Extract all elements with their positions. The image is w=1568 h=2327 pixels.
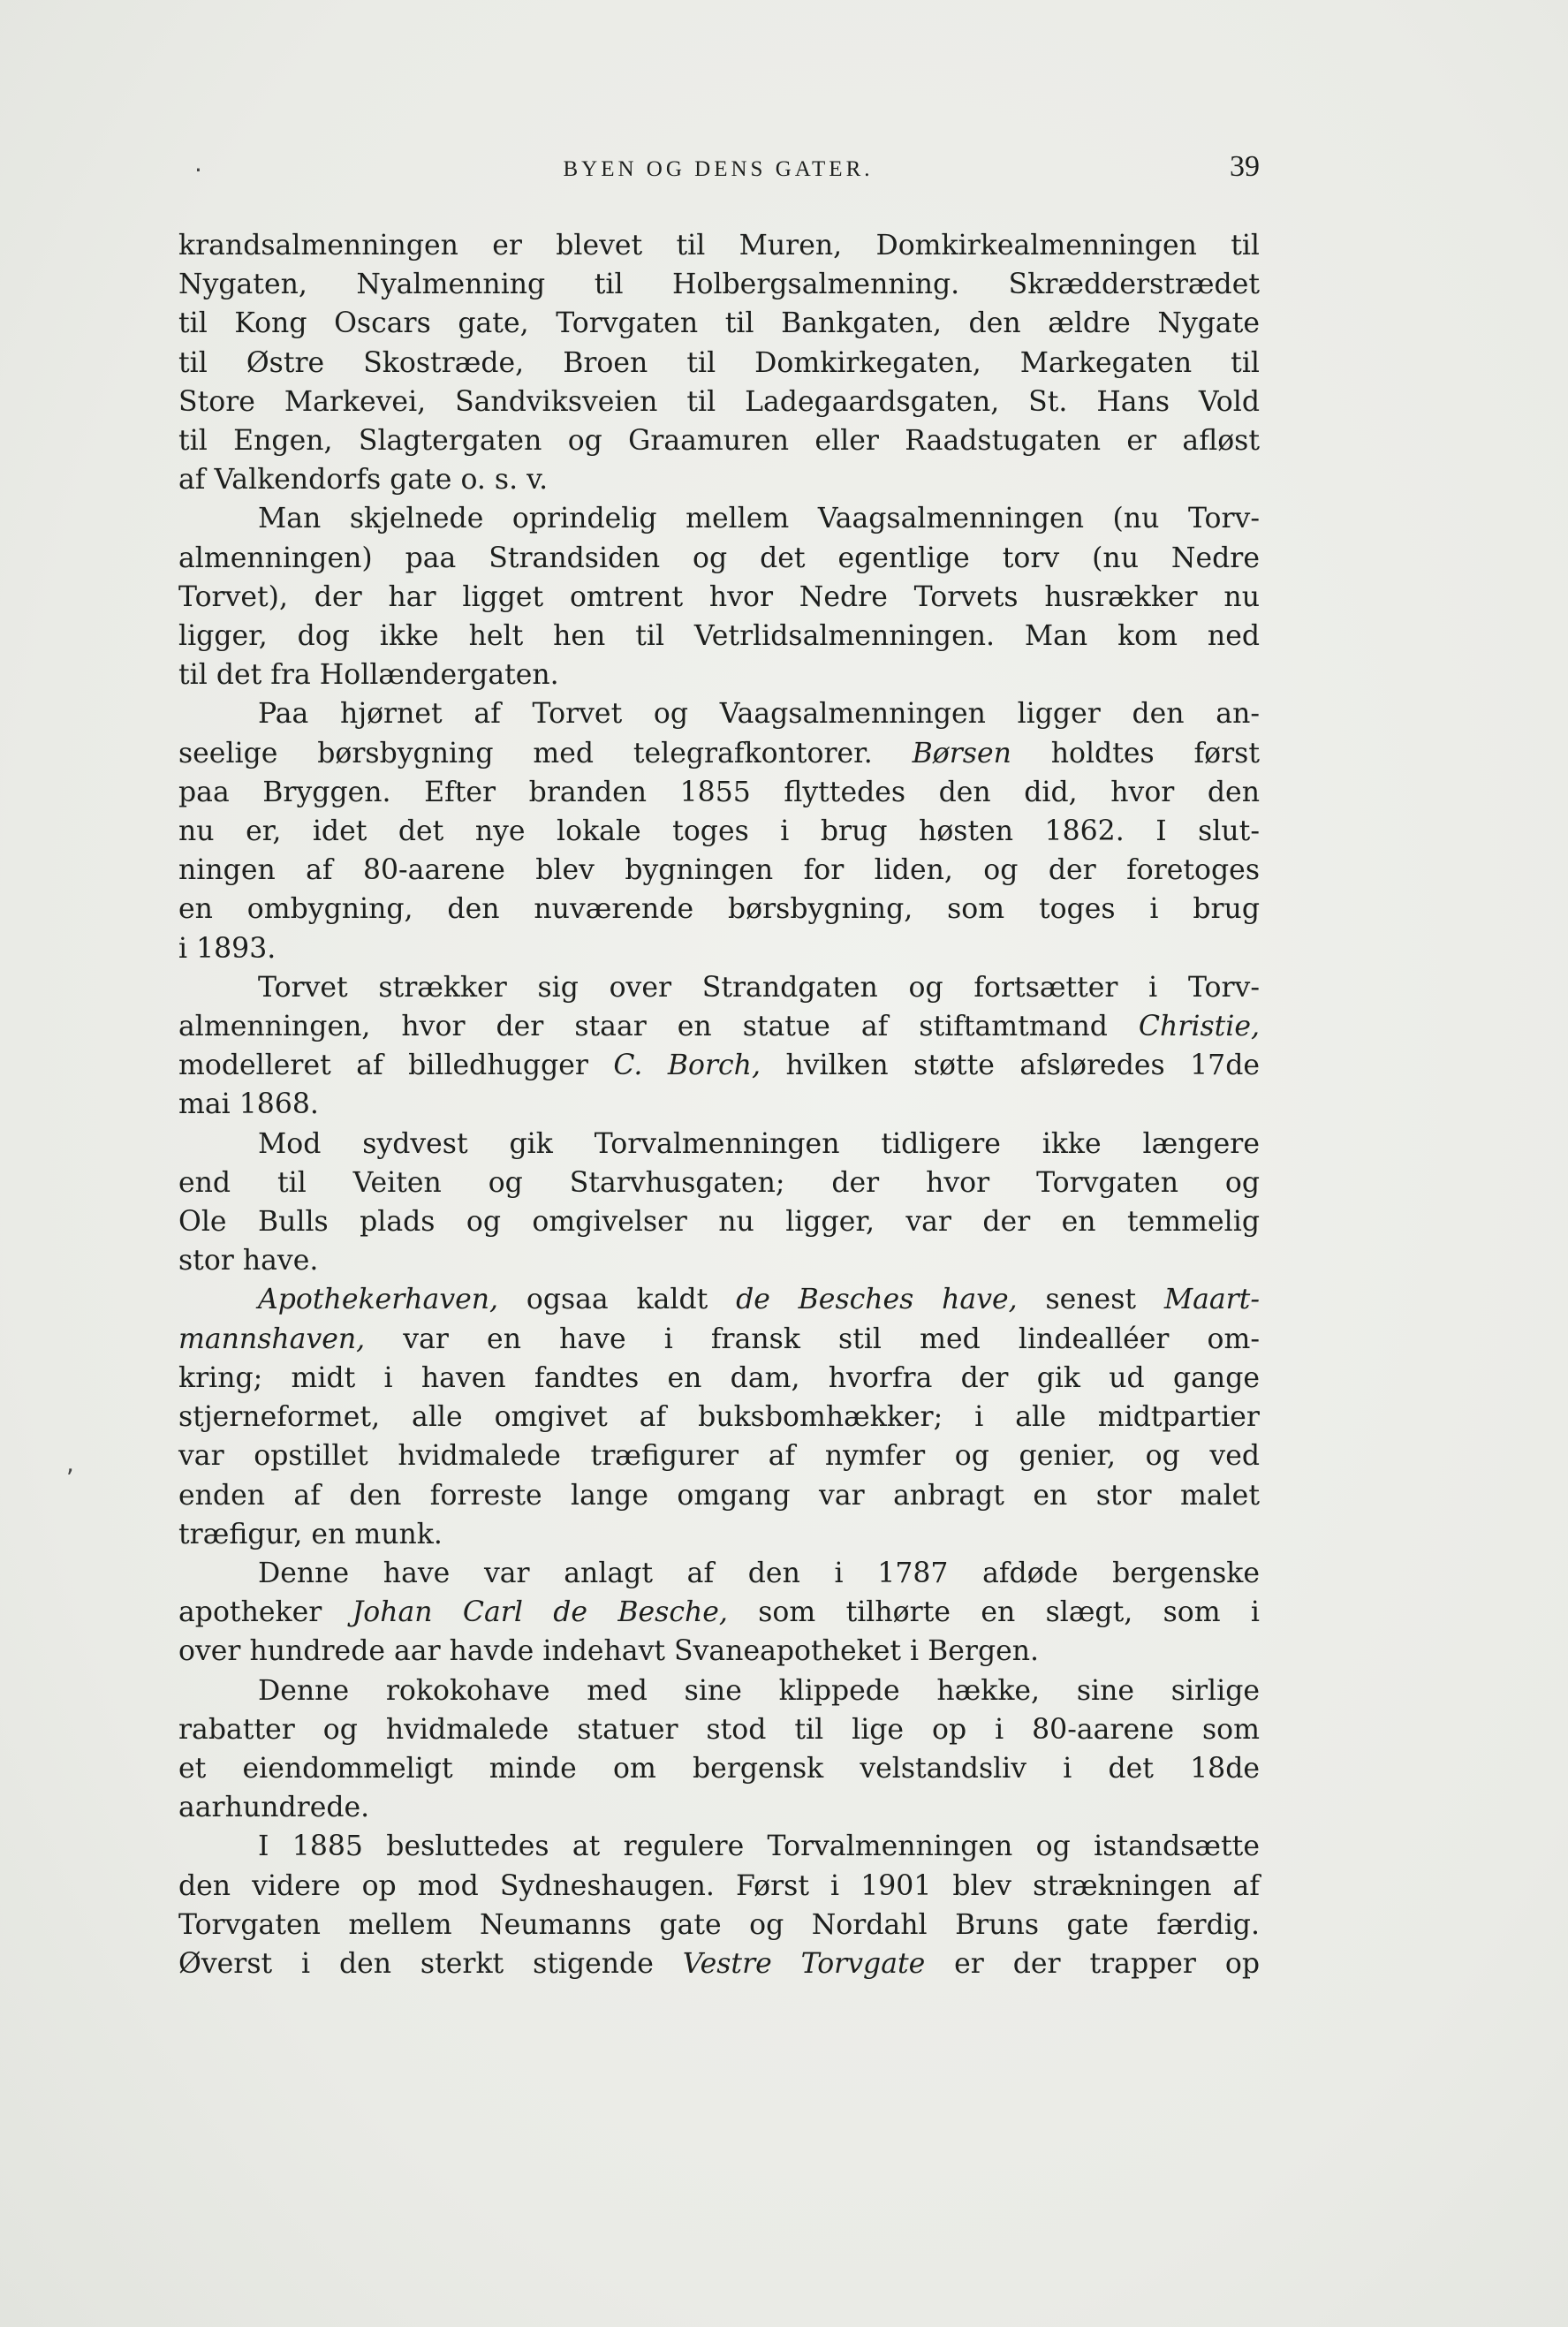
text-span: senest — [1017, 1284, 1164, 1316]
text-span: holdtes først — [1011, 737, 1260, 769]
text-span: til det fra Hollændergaten. — [178, 659, 559, 692]
text-span: et eiendommeligt minde om bergensk velstandsliv i det 18de — [178, 1752, 1260, 1785]
text-span: over hundrede aar havde indehavt Svaneapotheket i Bergen. — [178, 1635, 1040, 1668]
text-line — [178, 1671, 1260, 1710]
margin-mark: , — [66, 1449, 74, 1478]
text-span: enden af den forreste lange omgang var anbragt en stor malet — [178, 1479, 1260, 1512]
text-span: Nygaten, Nyalmenning til Holbergsalmenning. Skrædderstrædet — [178, 269, 1260, 301]
text-line — [178, 694, 1260, 733]
text-line — [178, 1125, 1260, 1164]
text-span: ningen af 80-aarene blev bygningen for liden, og der foretoges — [178, 854, 1260, 887]
text-span: I 1885 besluttedes at regulere Torvalmenningen og istandsætte — [258, 1831, 1260, 1863]
text-line — [178, 421, 1260, 460]
italic-text-span: Apothekerhaven, — [258, 1284, 499, 1316]
text-span: Mod sydvest gik Torvalmenningen tidligere ikke længere — [258, 1127, 1260, 1160]
text-line — [178, 1827, 1260, 1866]
text-span: Torvet strækker sig over Strandgaten og fortsætter i Torv- — [258, 971, 1260, 1004]
text-line — [178, 1398, 1260, 1436]
text-line — [178, 929, 1260, 968]
text-span: som tilhørte en slægt, som i — [727, 1596, 1260, 1629]
text-span: var en have i fransk stil med lindealléer om- — [365, 1323, 1260, 1355]
text-span: Torvgaten mellem Neumanns gate og Nordahl Bruns gate færdig. — [178, 1908, 1260, 1941]
text-span: Store Markevei, Sandviksveien til Ladegaardsgaten, St. Hans Vold — [178, 385, 1260, 418]
text-line — [178, 1906, 1260, 1944]
italic-text-span: Vestre Torvgate — [682, 1947, 926, 1980]
text-span: rabatter og hvidmalede statuer stod til lige op i 80-aarene som — [178, 1713, 1260, 1746]
text-line — [178, 1164, 1260, 1202]
text-line — [178, 304, 1260, 343]
text-line — [178, 265, 1260, 304]
text-line — [178, 539, 1260, 578]
text-span: krandsalmenningen er blevet til Muren, Domkirkealmenningen til — [178, 230, 1260, 262]
text-line — [178, 1593, 1260, 1632]
text-line — [178, 1554, 1260, 1593]
text-line — [178, 1241, 1260, 1280]
text-line — [178, 812, 1260, 851]
italic-text-span: Christie, — [1138, 1011, 1260, 1043]
text-line — [178, 734, 1260, 773]
text-line — [178, 1515, 1260, 1554]
body-text — [178, 226, 1260, 1983]
italic-text-span: Børsen — [912, 737, 1011, 769]
text-line — [178, 1749, 1260, 1788]
text-span: end til Veiten og Starvhusgaten; der hvor Torvgaten og — [178, 1166, 1260, 1199]
text-span: paa Bryggen. Efter branden 1855 flyttedes den did, hvor den — [178, 776, 1260, 808]
text-span: almenningen) paa Strandsiden og det egentlige torv (nu Nedre — [178, 542, 1260, 574]
text-line — [178, 1085, 1260, 1124]
text-span: den videre op mod Sydneshaugen. Først i 1901 blev strækningen af — [178, 1869, 1260, 1902]
text-line — [178, 1632, 1260, 1671]
text-line — [178, 656, 1260, 694]
text-span: modelleret af billedhugger — [178, 1050, 614, 1082]
text-span: mai 1868. — [178, 1088, 319, 1121]
text-line — [178, 773, 1260, 812]
text-line — [178, 851, 1260, 890]
page-header — [177, 150, 1260, 196]
text-span: apotheker — [178, 1596, 352, 1629]
stray-dot: · — [194, 155, 202, 185]
page-number: 39 — [1230, 150, 1260, 183]
text-span: stor have. — [178, 1245, 319, 1277]
text-span: hvilken støtte afsløredes 17de — [760, 1050, 1261, 1082]
text-span: af Valkendorfs gate o. s. v. — [178, 464, 549, 496]
text-span: almenningen, hvor der staar en statue af stiftamtmand — [178, 1011, 1139, 1043]
text-span: Ole Bulls plads og omgivelser nu ligger, var der en temmelig — [178, 1206, 1260, 1239]
text-line — [178, 1944, 1260, 1983]
text-line — [178, 383, 1260, 421]
text-span: er der trapper op — [925, 1947, 1260, 1980]
text-line — [178, 344, 1260, 383]
text-span: nu er, idet det nye lokale toges i brug høsten 1862. I slut- — [178, 815, 1260, 848]
text-span: til Engen, Slagtergaten og Graamuren eller Raadstugaten er afløst — [178, 425, 1260, 458]
text-line — [178, 1320, 1260, 1359]
text-span: Torvet), der har ligget omtrent hvor Nedre Torvets husrækker nu — [178, 580, 1260, 613]
text-span: seelige børsbygning med telegrafkontorer. — [178, 737, 913, 769]
text-span: Øverst i den sterkt stigende — [178, 1947, 683, 1980]
text-line — [178, 578, 1260, 617]
text-line — [178, 1476, 1260, 1515]
text-line — [178, 968, 1260, 1007]
text-line — [178, 890, 1260, 929]
text-line — [178, 617, 1260, 656]
text-line — [178, 1710, 1260, 1749]
text-span: stjerneformet, alle omgivet af buksbomhækker; i alle midtpartier — [178, 1401, 1260, 1434]
italic-text-span: mannshaven, — [178, 1323, 366, 1355]
italic-text-span: Maart- — [1163, 1284, 1260, 1316]
text-span: Paa hjørnet af Torvet og Vaagsalmenningen ligger den an- — [258, 698, 1260, 731]
text-line — [178, 499, 1260, 538]
text-span: ligger, dog ikke helt hen til Vetrlidsalmenningen. Man kom ned — [178, 620, 1260, 653]
text-line — [178, 226, 1260, 265]
text-span: træfigur, en munk. — [178, 1518, 443, 1550]
italic-text-span: C. Borch, — [613, 1050, 761, 1082]
text-line — [178, 1788, 1260, 1827]
text-span: Denne have var anlagt af den i 1787 afdøde bergenske — [258, 1557, 1260, 1589]
text-line — [178, 1436, 1260, 1475]
text-line — [178, 1046, 1260, 1085]
italic-text-span: Johan Carl de Besche, — [352, 1596, 728, 1629]
text-span: var opstillet hvidmalede træfigurer af nymfer og genier, og ved — [178, 1440, 1260, 1473]
text-line — [178, 1359, 1260, 1398]
text-line — [178, 1280, 1260, 1319]
text-span: kring; midt i haven fandtes en dam, hvorfra der gik ud gange — [178, 1361, 1260, 1394]
text-line — [178, 1202, 1260, 1241]
text-span: en ombygning, den nuværende børsbygning, som toges i brug — [178, 893, 1260, 926]
text-span: til Østre Skostræde, Broen til Domkirkegaten, Markegaten til — [178, 346, 1260, 379]
text-span: Denne rokokohave med sine klippede hække, sine sirlige — [258, 1674, 1260, 1707]
text-line — [178, 1007, 1260, 1046]
text-line — [178, 1867, 1260, 1906]
text-span: Man skjelnede oprindelig mellem Vaagsalmenningen (nu Torv- — [258, 503, 1260, 535]
text-span: i 1893. — [178, 932, 276, 965]
text-span: til Kong Oscars gate, Torvgaten til Bankgaten, den ældre Nygate — [178, 307, 1260, 340]
italic-text-span: de Besches have, — [736, 1284, 1018, 1316]
text-span: aarhundrede. — [178, 1792, 370, 1824]
text-span: ogsaa kaldt — [498, 1284, 737, 1316]
text-line — [178, 460, 1260, 499]
running-title: BYEN OG DENS GATER. — [563, 157, 874, 181]
